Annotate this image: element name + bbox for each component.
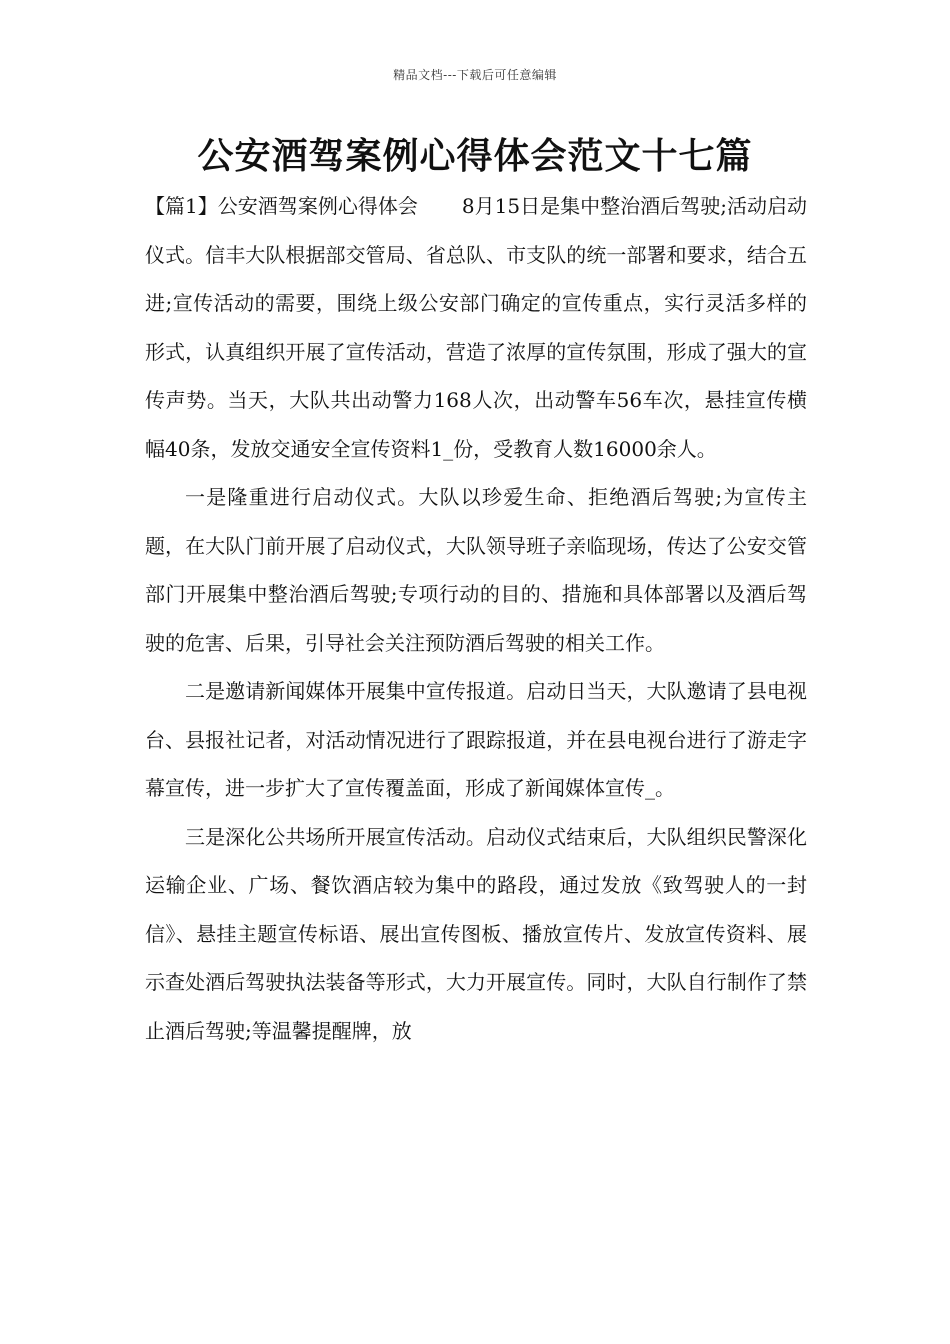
document-title: 公安酒驾案例心得体会范文十七篇 [197, 135, 753, 177]
page-header: 精品文档---下载后可任意编辑 [393, 68, 557, 82]
body-paragraph-3: 三是深化公共场所开展宣传活动。启动仪式结束后，大队组织民警深化运输企业、广场、餐饮酒店较为集中的路段，通过发放《致驾驶人的一封信》、悬挂主题宣传标语、展出宣传图板、播放宣传片、发放宣传资料、展示查处酒后驾驶执法装备等形式，大力开展宣传。同时，大队自行制作了禁止酒后驾驶;等温馨提醒牌，放 [145, 824, 807, 1043]
document-body [145, 182, 807, 1055]
intro-paragraph [145, 182, 807, 473]
body-paragraph-2: 二是邀请新闻媒体开展集中宣传报道。启动日当天，大队邀请了县电视台、县报社记者，对活动情况进行了跟踪报道，并在县电视台进行了游走字幕宣传，进一步扩大了宣传覆盖面，形成了新闻媒体宣传_。 [145, 679, 807, 800]
section-label: 【篇1】公安酒驾案例心得体会 [145, 194, 418, 218]
intro-text: 8月15日是集中整治酒后驾驶;活动启动仪式。信丰大队根据部交管局、省总队、市支队的统一部署和要求，结合五进;宣传活动的需要，围绕上级公安部门确定的宣传重点，实行灵活多样的形式，认真组织开展了宣传活动，营造了浓厚的宣传氛围，形成了强大的宣传声势。当天，大队共出动警力168人次，出动警车56车次，悬挂宣传横幅40条，发放交通安全宣传资料1_份，受教育人数16000余人。 [145, 194, 807, 461]
body-paragraph-1: 一是隆重进行启动仪式。大队以珍爱生命、拒绝酒后驾驶;为宣传主题，在大队门前开展了启动仪式，大队领导班子亲临现场，传达了公安交管部门开展集中整治酒后驾驶;专项行动的目的、措施和具体部署以及酒后驾驶的危害、后果，引导社会关注预防酒后驾驶的相关工作。 [145, 485, 807, 655]
